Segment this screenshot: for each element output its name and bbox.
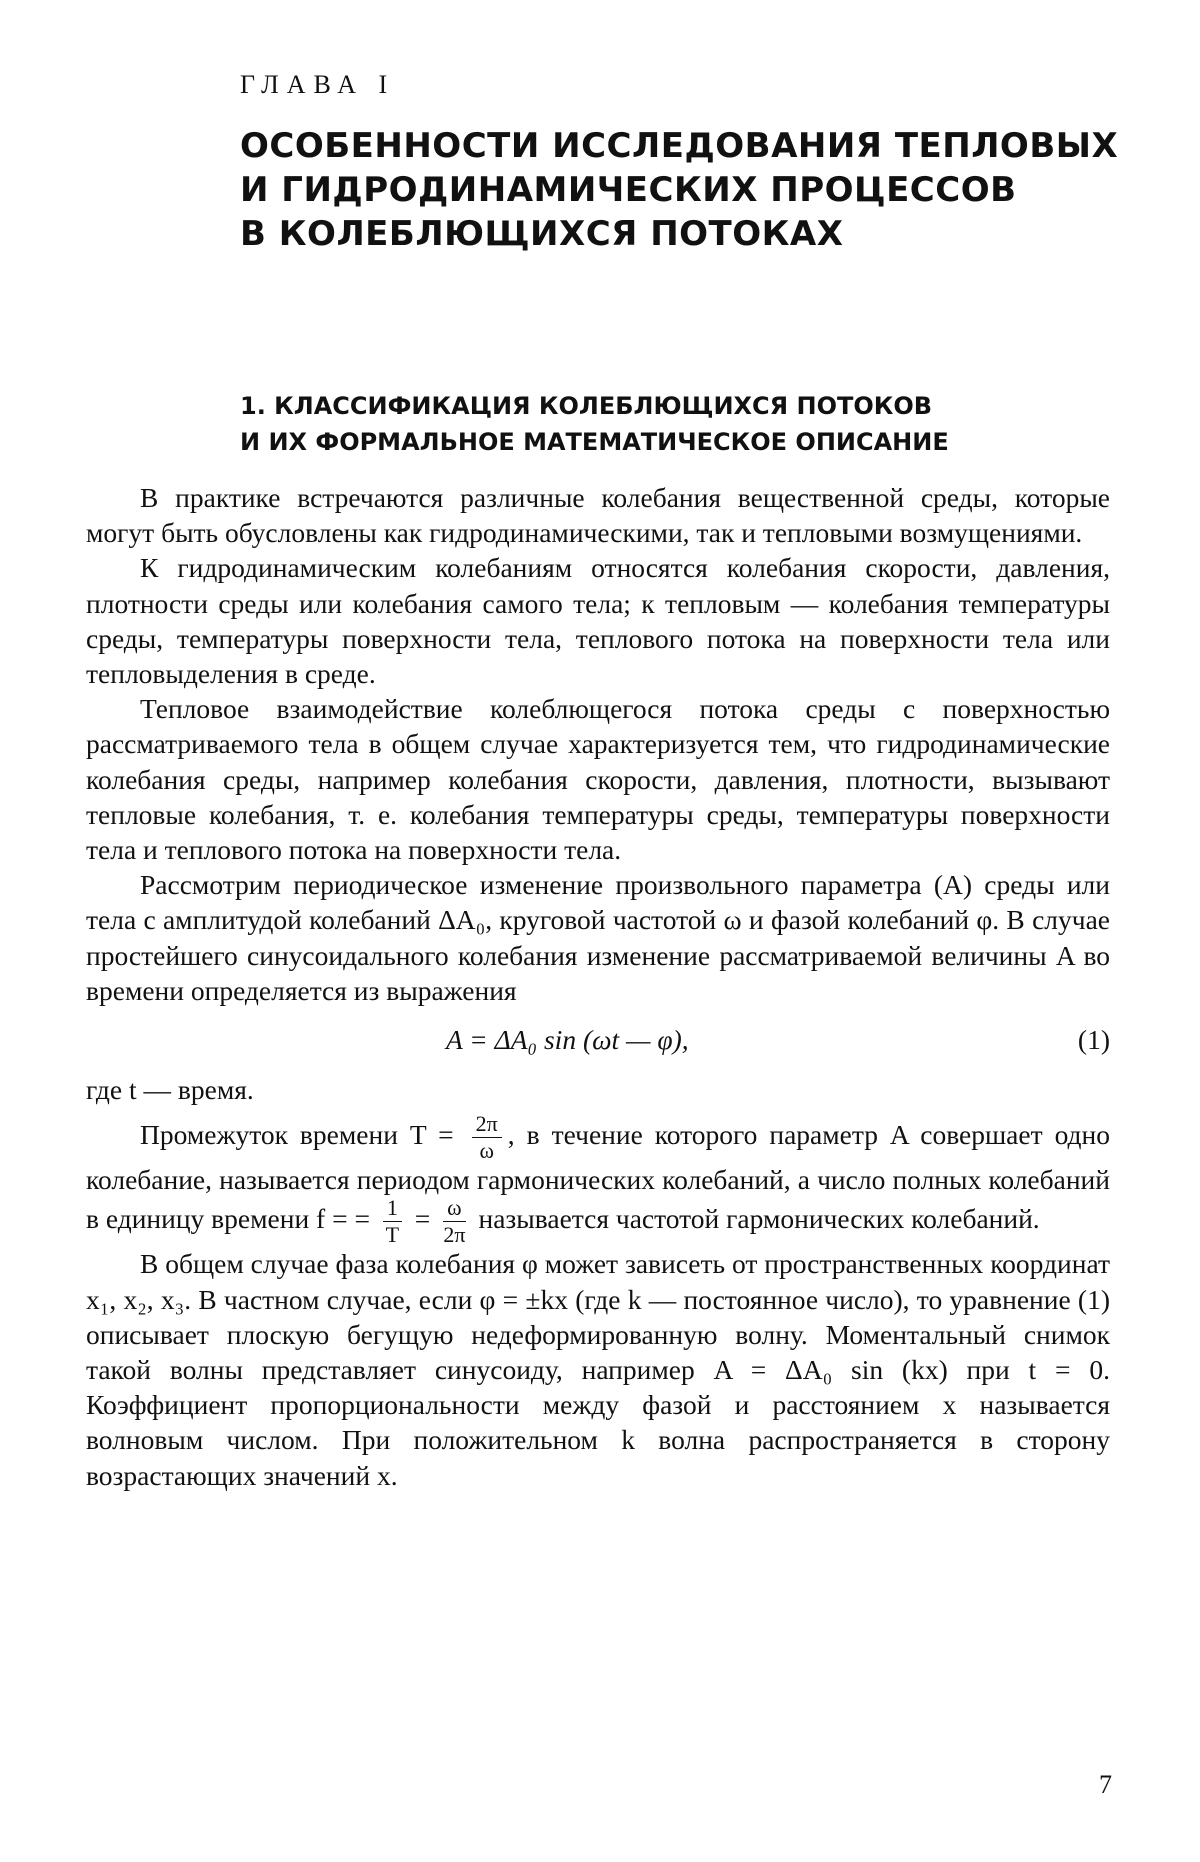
chapter-title xyxy=(240,124,1118,256)
paragraph-where-t: где t — время. xyxy=(86,1074,254,1106)
chapter-title-line: В КОЛЕБЛЮЩИХСЯ ПОТОКАХ xyxy=(240,214,844,254)
fraction-numerator: 2π xyxy=(472,1113,502,1138)
period-text-a: Промежуток времени T = xyxy=(140,1119,454,1151)
equation-number: (1) xyxy=(1077,1024,1110,1056)
fraction-numerator: 1 xyxy=(383,1197,402,1222)
paragraph-hydrodynamic: К гидродинамическим колебаниям относятся колебания скорости, давления, плотности среды или колебания самого тела; к тепловым — колебания температуры среды, температуры поверхности тела, теплового потока на поверхности тела или тепловыделения в среде. xyxy=(86,552,1110,690)
paragraph-periodic-change: Рассмотрим периодическое изменение произвольного параметра (A) среды или тела с амплитудой колебаний ΔA₀, круговой частотой ω и фазой колебаний φ. В случае простейшего синусоидального колебания изменение рассматриваемой величины A во времени определяется из выражения xyxy=(86,869,1110,1006)
chapter-title-line: ОСОБЕННОСТИ ИССЛЕДОВАНИЯ ТЕПЛОВЫХ xyxy=(240,126,1119,166)
fraction-denominator: ω xyxy=(479,1138,494,1164)
period-text-d: = xyxy=(414,1203,431,1235)
fraction-2pi-over-omega xyxy=(472,1113,502,1162)
paragraph-thermal-interaction: Тепловое взаимодействие колеблющегося потока среды с поверхностью рассматриваемого тела в общем случае характеризуется тем, что гидродинамические колебания среды, например колебания скорости, давления, плотности, вызывают тепловые колебания, т. е. колебания температуры среды, температуры поверхности тела и теплового потока на поверхности тела. xyxy=(86,693,1110,866)
chapter-label: ГЛАВА I xyxy=(240,70,396,99)
equation-1 xyxy=(86,1008,1110,1072)
period-text-e: называется частотой гармонических колебаний. xyxy=(478,1203,1040,1235)
section-title-line: 1. КЛАССИФИКАЦИЯ КОЛЕБЛЮЩИХСЯ ПОТОКОВ xyxy=(240,392,933,420)
paragraph-period xyxy=(86,1113,1110,1246)
chapter-title-line: И ГИДРОДИНАМИЧЕСКИХ ПРОЦЕССОВ xyxy=(240,170,1017,210)
period-text-c: = xyxy=(354,1203,370,1235)
section-title-line: И ИХ ФОРМАЛЬНОЕ МАТЕМАТИЧЕСКОЕ ОПИСАНИЕ xyxy=(240,428,949,456)
paragraph-intro: В практике встречаются различные колебания вещественной среды, которые могут быть обусловлены как гидродинамическими, так и тепловыми возмущениями. xyxy=(86,482,1110,549)
equation-expression: A = ΔA₀ sin (ωt — φ), xyxy=(446,1024,689,1056)
fraction-denominator: T xyxy=(385,1222,400,1248)
fraction-1-over-T xyxy=(383,1197,402,1246)
fraction-numerator: ω xyxy=(443,1197,465,1222)
body-text xyxy=(86,480,1110,1493)
page-number: 7 xyxy=(1099,1770,1112,1799)
fraction-denominator: 2π xyxy=(443,1222,466,1248)
paragraph-phase-wave: В общем случае фаза колебания φ может зависеть от пространственных координат x₁, x₂, x₃. В частном случае, если φ = ±kx (где k — постоянное число), то уравнение (1) описывает плоскую бегущую недеформированную волну. Моментальный снимок такой волны представляет синусоиду, например A = ΔA₀ sin (kx) при t = 0. Коэффициент пропорциональности между фазой и расстоянием x называется волновым числом. При положительном k волна распространяется в сторону возрастающих значений x. xyxy=(86,1248,1110,1491)
fraction-omega-over-2pi xyxy=(443,1197,465,1246)
section-title xyxy=(240,388,949,460)
period-text-b: , в течение которого параметр A совершает одно колебание, называется периодом гармонических колебаний, а число полных колебаний в единицу времени f = xyxy=(86,1119,1110,1235)
